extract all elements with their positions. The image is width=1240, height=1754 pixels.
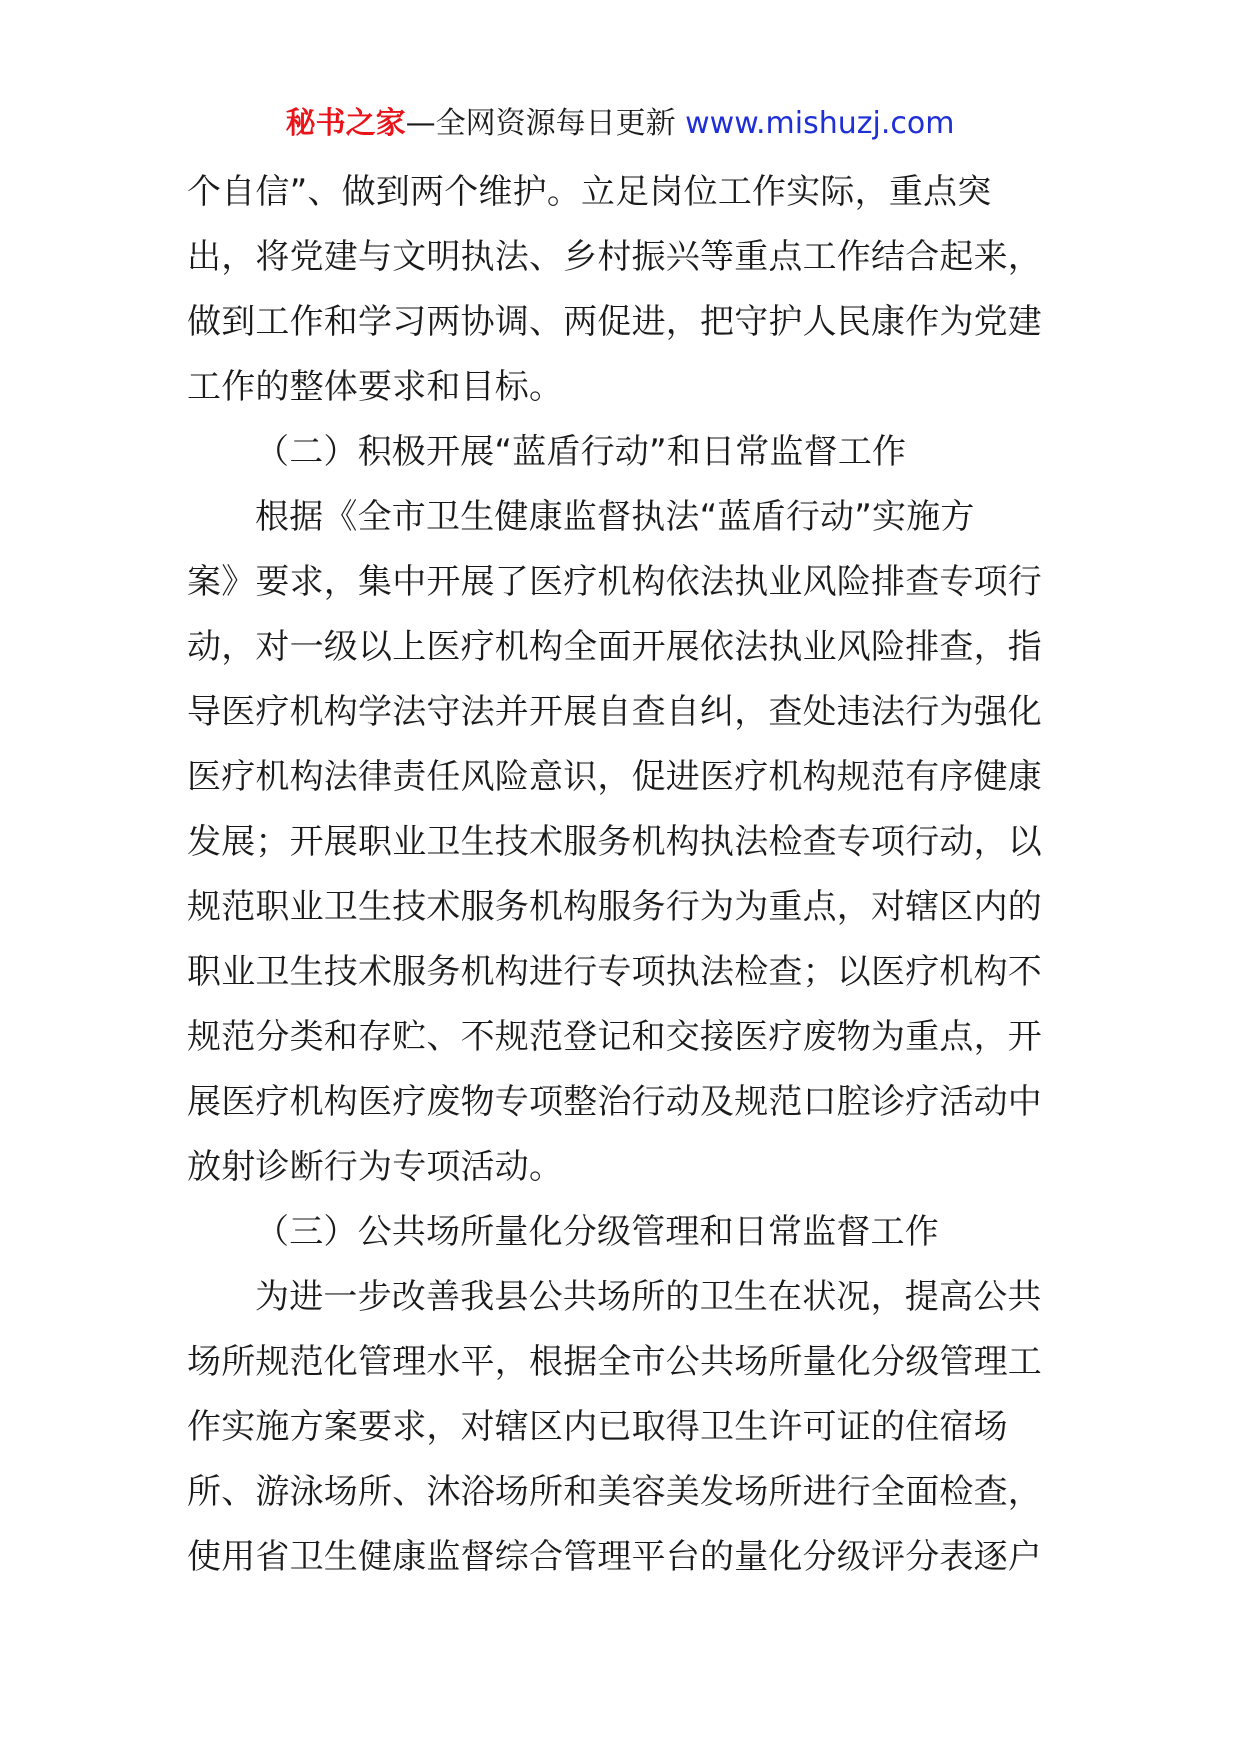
text-line: 为进一步改善我县公共场所的卫生在状况，提高公共 xyxy=(255,1277,1042,1317)
text-line: 动，对一级以上医疗机构全面开展依法执业风险排查，指 xyxy=(187,627,1042,667)
brand-name: 秘书之家 xyxy=(285,106,406,141)
text-line: 导医疗机构学法守法并开展自查自纠，查处违法行为强化 xyxy=(187,692,1042,732)
text-line: 医疗机构法律责任风险意识，促进医疗机构规范有序健康 xyxy=(187,757,1042,797)
text-line: 个自信”、做到两个维护。立足岗位工作实际，重点突 xyxy=(187,172,992,212)
text-line: 使用省卫生健康监督综合管理平台的量化分级评分表逐户 xyxy=(187,1537,1042,1577)
text-line: 案》要求，集中开展了医疗机构依法执业风险排查专项行 xyxy=(187,562,1042,602)
document-body xyxy=(187,160,1065,1590)
site-header xyxy=(0,104,1240,144)
text-line: 规范职业卫生技术服务机构服务行为为重点，对辖区内的 xyxy=(187,887,1042,927)
site-url[interactable]: www.mishuzj.com xyxy=(685,106,955,141)
header-tagline: —全网资源每日更新 xyxy=(405,106,676,141)
text-line: 场所规范化管理水平，根据全市公共场所量化分级管理工 xyxy=(187,1342,1042,1382)
text-line: 放射诊断行为专项活动。 xyxy=(187,1147,564,1187)
text-line: 发展；开展职业卫生技术服务机构执法检查专项行动，以 xyxy=(187,822,1042,862)
text-line: 展医疗机构医疗废物专项整治行动及规范口腔诊疗活动中 xyxy=(187,1082,1042,1122)
text-line: 作实施方案要求，对辖区内已取得卫生许可证的住宿场 xyxy=(187,1407,1008,1447)
text-line: 做到工作和学习两协调、两促进，把守护人民康作为党建 xyxy=(187,302,1042,342)
text-line: 职业卫生技术服务机构进行专项执法检查；以医疗机构不 xyxy=(187,952,1042,992)
text-line: 根据《全市卫生健康监督执法“蓝盾行动”实施方 xyxy=(255,497,975,537)
section-heading-3: （三）公共场所量化分级管理和日常监督工作 xyxy=(255,1212,939,1252)
text-line: 所、游泳场所、沐浴场所和美容美发场所进行全面检查， xyxy=(187,1472,1042,1512)
section-heading-2: （二）积极开展“蓝盾行动”和日常监督工作 xyxy=(255,432,907,472)
text-line: 规范分类和存贮、不规范登记和交接医疗废物为重点，开 xyxy=(187,1017,1042,1057)
text-line: 出，将党建与文明执法、乡村振兴等重点工作结合起来， xyxy=(187,237,1042,277)
text-line: 工作的整体要求和目标。 xyxy=(187,367,564,407)
